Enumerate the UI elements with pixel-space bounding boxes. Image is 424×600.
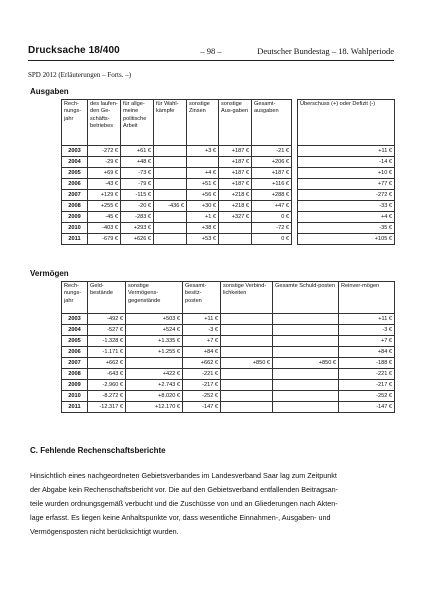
column-header: Gesamt-besitz-posten xyxy=(183,282,221,314)
value-cell: +187 € xyxy=(252,168,292,179)
table-row xyxy=(62,380,395,391)
value-cell: +206 € xyxy=(252,157,292,168)
section-c-paragraph xyxy=(30,469,394,539)
value-cell xyxy=(221,336,273,347)
year-cell: 2004 xyxy=(62,325,88,336)
value-cell: +77 € xyxy=(298,179,395,190)
value-cell: -1.171 € xyxy=(88,347,126,358)
column-header: Rech-nungs-jahr xyxy=(62,100,88,146)
value-cell: -72 € xyxy=(252,223,292,234)
table-row xyxy=(62,223,395,234)
value-cell: -679 € xyxy=(88,234,121,245)
column-header: des laufen-den Ge-schäfts-betriebes xyxy=(88,100,121,146)
table-row xyxy=(62,314,395,325)
value-cell: -35 € xyxy=(298,223,395,234)
value-cell xyxy=(273,369,339,380)
column-header: Gesamt-ausgaben xyxy=(252,100,292,146)
value-cell: +56 € xyxy=(187,190,219,201)
year-cell: 2009 xyxy=(62,212,88,223)
year-cell: 2011 xyxy=(62,234,88,245)
year-cell: 2006 xyxy=(62,347,88,358)
value-cell: -8.272 € xyxy=(88,391,126,402)
value-cell: +84 € xyxy=(339,347,395,358)
value-cell xyxy=(273,325,339,336)
value-cell: -3 € xyxy=(183,325,221,336)
value-cell: +11 € xyxy=(298,146,395,157)
value-cell: -272 € xyxy=(88,146,121,157)
paragraph-line: teile wurden ordnungsgemäß verbucht und die Zuschüsse von und an Gliederungen nach Akten- xyxy=(30,499,338,508)
value-cell: -20 € xyxy=(121,201,154,212)
year-cell: 2008 xyxy=(62,369,88,380)
vermoegen-table xyxy=(61,281,395,413)
table-row xyxy=(62,325,395,336)
value-cell: -115 € xyxy=(121,190,154,201)
paragraph-line: Hinsichtlich eines nachgeordneten Gebietsverbandes im Landesverband Saar lag zum Zeitpunkt xyxy=(30,471,337,480)
value-cell: +12.170 € xyxy=(126,402,183,413)
value-cell: +1.335 € xyxy=(126,336,183,347)
subheader: SPD 2012 (Erläuterungen – Forts. –) xyxy=(28,71,132,79)
value-cell: -147 € xyxy=(183,402,221,413)
table-row xyxy=(62,146,395,157)
table-row xyxy=(62,201,395,212)
value-cell: -29 € xyxy=(88,157,121,168)
value-cell: -45 € xyxy=(88,212,121,223)
column-header: sonstige Vermögens-gegenstände xyxy=(126,282,183,314)
value-cell: +422 € xyxy=(126,369,183,380)
value-cell xyxy=(221,369,273,380)
value-cell: -217 € xyxy=(183,380,221,391)
drucksache-label: Drucksache 18/400 xyxy=(28,45,120,56)
table-row xyxy=(62,369,395,380)
value-cell: +524 € xyxy=(126,325,183,336)
table-row xyxy=(62,157,395,168)
value-cell: -221 € xyxy=(183,369,221,380)
value-cell: +61 € xyxy=(121,146,154,157)
year-cell: 2003 xyxy=(62,146,88,157)
value-cell: +69 € xyxy=(88,168,121,179)
value-cell: -21 € xyxy=(252,146,292,157)
value-cell xyxy=(219,223,252,234)
value-cell: -2.960 € xyxy=(88,380,126,391)
year-cell: 2003 xyxy=(62,314,88,325)
year-cell: 2010 xyxy=(62,391,88,402)
value-cell: +187 € xyxy=(219,146,252,157)
value-cell: -217 € xyxy=(339,380,395,391)
value-cell: +51 € xyxy=(187,179,219,190)
column-header: für allge-meine politische Arbeit xyxy=(121,100,154,146)
value-cell: -79 € xyxy=(121,179,154,190)
value-cell: -147 € xyxy=(339,402,395,413)
value-cell xyxy=(221,347,273,358)
table-row xyxy=(62,212,395,223)
value-cell: +187 € xyxy=(219,179,252,190)
value-cell: -14 € xyxy=(298,157,395,168)
year-cell: 2005 xyxy=(62,168,88,179)
page-header xyxy=(28,45,394,57)
value-cell: -252 € xyxy=(339,391,395,402)
value-cell xyxy=(154,157,187,168)
value-cell xyxy=(221,325,273,336)
year-cell: 2006 xyxy=(62,179,88,190)
column-header: sonstige Zinsen xyxy=(187,100,219,146)
table-row xyxy=(62,336,395,347)
value-cell xyxy=(126,358,183,369)
column-header: Gesamte Schuld-posten xyxy=(273,282,339,314)
value-cell xyxy=(187,157,219,168)
value-cell xyxy=(273,347,339,358)
table-row xyxy=(62,190,395,201)
value-cell: -1.328 € xyxy=(88,336,126,347)
value-cell: +116 € xyxy=(252,179,292,190)
value-cell: +11 € xyxy=(339,314,395,325)
table-row xyxy=(62,402,395,413)
value-cell: +218 € xyxy=(219,190,252,201)
value-cell xyxy=(221,402,273,413)
value-cell: +3 € xyxy=(187,146,219,157)
value-cell: +2.743 € xyxy=(126,380,183,391)
value-cell: +850 € xyxy=(273,358,339,369)
value-cell: -283 € xyxy=(121,212,154,223)
value-cell: +10 € xyxy=(298,168,395,179)
value-cell: +53 € xyxy=(187,234,219,245)
value-cell: +218 € xyxy=(219,201,252,212)
value-cell: -73 € xyxy=(121,168,154,179)
value-cell xyxy=(221,391,273,402)
value-cell: +129 € xyxy=(88,190,121,201)
value-cell: -436 € xyxy=(154,201,187,212)
paragraph-line: der Abgabe kein Rechenschaftsbericht vor. Die auf den Gebietsverband entfallenden Beitragsan- xyxy=(30,485,339,494)
paragraph-line: lage erfasst. Es liegen keine Anhaltspunkte vor, dass wesentliche Einnahmen-, Ausgaben- und xyxy=(30,513,331,522)
value-cell xyxy=(219,234,252,245)
value-cell xyxy=(154,179,187,190)
value-cell xyxy=(154,223,187,234)
header-rule xyxy=(28,60,394,61)
value-cell: -3 € xyxy=(339,325,395,336)
value-cell: +1 € xyxy=(187,212,219,223)
value-cell: +187 € xyxy=(219,157,252,168)
value-cell: +30 € xyxy=(187,201,219,212)
page-number: – 98 – xyxy=(200,46,222,56)
value-cell: +850 € xyxy=(221,358,273,369)
year-cell: 2004 xyxy=(62,157,88,168)
value-cell: +255 € xyxy=(88,201,121,212)
value-cell: +187 € xyxy=(219,168,252,179)
value-cell: +11 € xyxy=(183,314,221,325)
table-row xyxy=(62,179,395,190)
vermoegen-title: Vermögen xyxy=(30,269,69,278)
value-cell: +8.020 € xyxy=(126,391,183,402)
column-header: sonstige Aus-gaben xyxy=(219,100,252,146)
value-cell xyxy=(154,234,187,245)
value-cell xyxy=(221,314,273,325)
wahlperiode-label: Deutscher Bundestag – 18. Wahlperiode xyxy=(257,46,394,56)
value-cell: 0 € xyxy=(252,212,292,223)
value-cell: -643 € xyxy=(88,369,126,380)
value-cell xyxy=(154,212,187,223)
table-row xyxy=(62,391,395,402)
ausgaben-title: Ausgaben xyxy=(30,87,69,96)
value-cell: +47 € xyxy=(252,201,292,212)
table-header-row xyxy=(62,100,395,146)
value-cell xyxy=(154,168,187,179)
year-cell: 2007 xyxy=(62,358,88,369)
value-cell xyxy=(154,146,187,157)
column-header: sonstige Verbind-lichkeiten xyxy=(221,282,273,314)
paragraph-line: Vermögensposten nicht berücksichtigt wurden. xyxy=(30,527,179,536)
value-cell: -272 € xyxy=(298,190,395,201)
year-cell: 2009 xyxy=(62,380,88,391)
year-cell: 2008 xyxy=(62,201,88,212)
value-cell: +662 € xyxy=(183,358,221,369)
value-cell: -188 € xyxy=(339,358,395,369)
value-cell xyxy=(273,380,339,391)
column-header: Überschuss (+) oder Defizit (-) xyxy=(298,100,395,146)
value-cell: +288 € xyxy=(252,190,292,201)
year-cell: 2010 xyxy=(62,223,88,234)
value-cell: +662 € xyxy=(88,358,126,369)
value-cell xyxy=(273,391,339,402)
value-cell: +7 € xyxy=(183,336,221,347)
column-header: Rech-nungs-jahr xyxy=(62,282,88,314)
year-cell: 2005 xyxy=(62,336,88,347)
year-cell: 2011 xyxy=(62,402,88,413)
value-cell: -252 € xyxy=(183,391,221,402)
value-cell: -33 € xyxy=(298,201,395,212)
value-cell: 0 € xyxy=(252,234,292,245)
value-cell: +503 € xyxy=(126,314,183,325)
section-c-title: C. Fehlende Rechenschaftsberichte xyxy=(30,446,166,455)
value-cell xyxy=(221,380,273,391)
value-cell: -221 € xyxy=(339,369,395,380)
value-cell: +105 € xyxy=(298,234,395,245)
value-cell xyxy=(273,336,339,347)
table-row xyxy=(62,234,395,245)
value-cell: -492 € xyxy=(88,314,126,325)
value-cell: +327 € xyxy=(219,212,252,223)
value-cell xyxy=(154,190,187,201)
value-cell xyxy=(273,314,339,325)
value-cell: +7 € xyxy=(339,336,395,347)
value-cell: +4 € xyxy=(187,168,219,179)
table-header-row xyxy=(62,282,395,314)
value-cell xyxy=(273,402,339,413)
value-cell: +1.255 € xyxy=(126,347,183,358)
value-cell: +293 € xyxy=(121,223,154,234)
table-row xyxy=(62,168,395,179)
year-cell: 2007 xyxy=(62,190,88,201)
value-cell: -527 € xyxy=(88,325,126,336)
value-cell: -403 € xyxy=(88,223,121,234)
table-row xyxy=(62,358,395,369)
ausgaben-table xyxy=(61,99,395,245)
value-cell: -12.317 € xyxy=(88,402,126,413)
value-cell: +48 € xyxy=(121,157,154,168)
value-cell: +38 € xyxy=(187,223,219,234)
value-cell: +84 € xyxy=(183,347,221,358)
value-cell: -43 € xyxy=(88,179,121,190)
column-header: für Wahl-kämpfe xyxy=(154,100,187,146)
table-row xyxy=(62,347,395,358)
column-header: Geld-bestände xyxy=(88,282,126,314)
column-header: Reinver-mögen xyxy=(339,282,395,314)
value-cell: +626 € xyxy=(121,234,154,245)
value-cell: +4 € xyxy=(298,212,395,223)
